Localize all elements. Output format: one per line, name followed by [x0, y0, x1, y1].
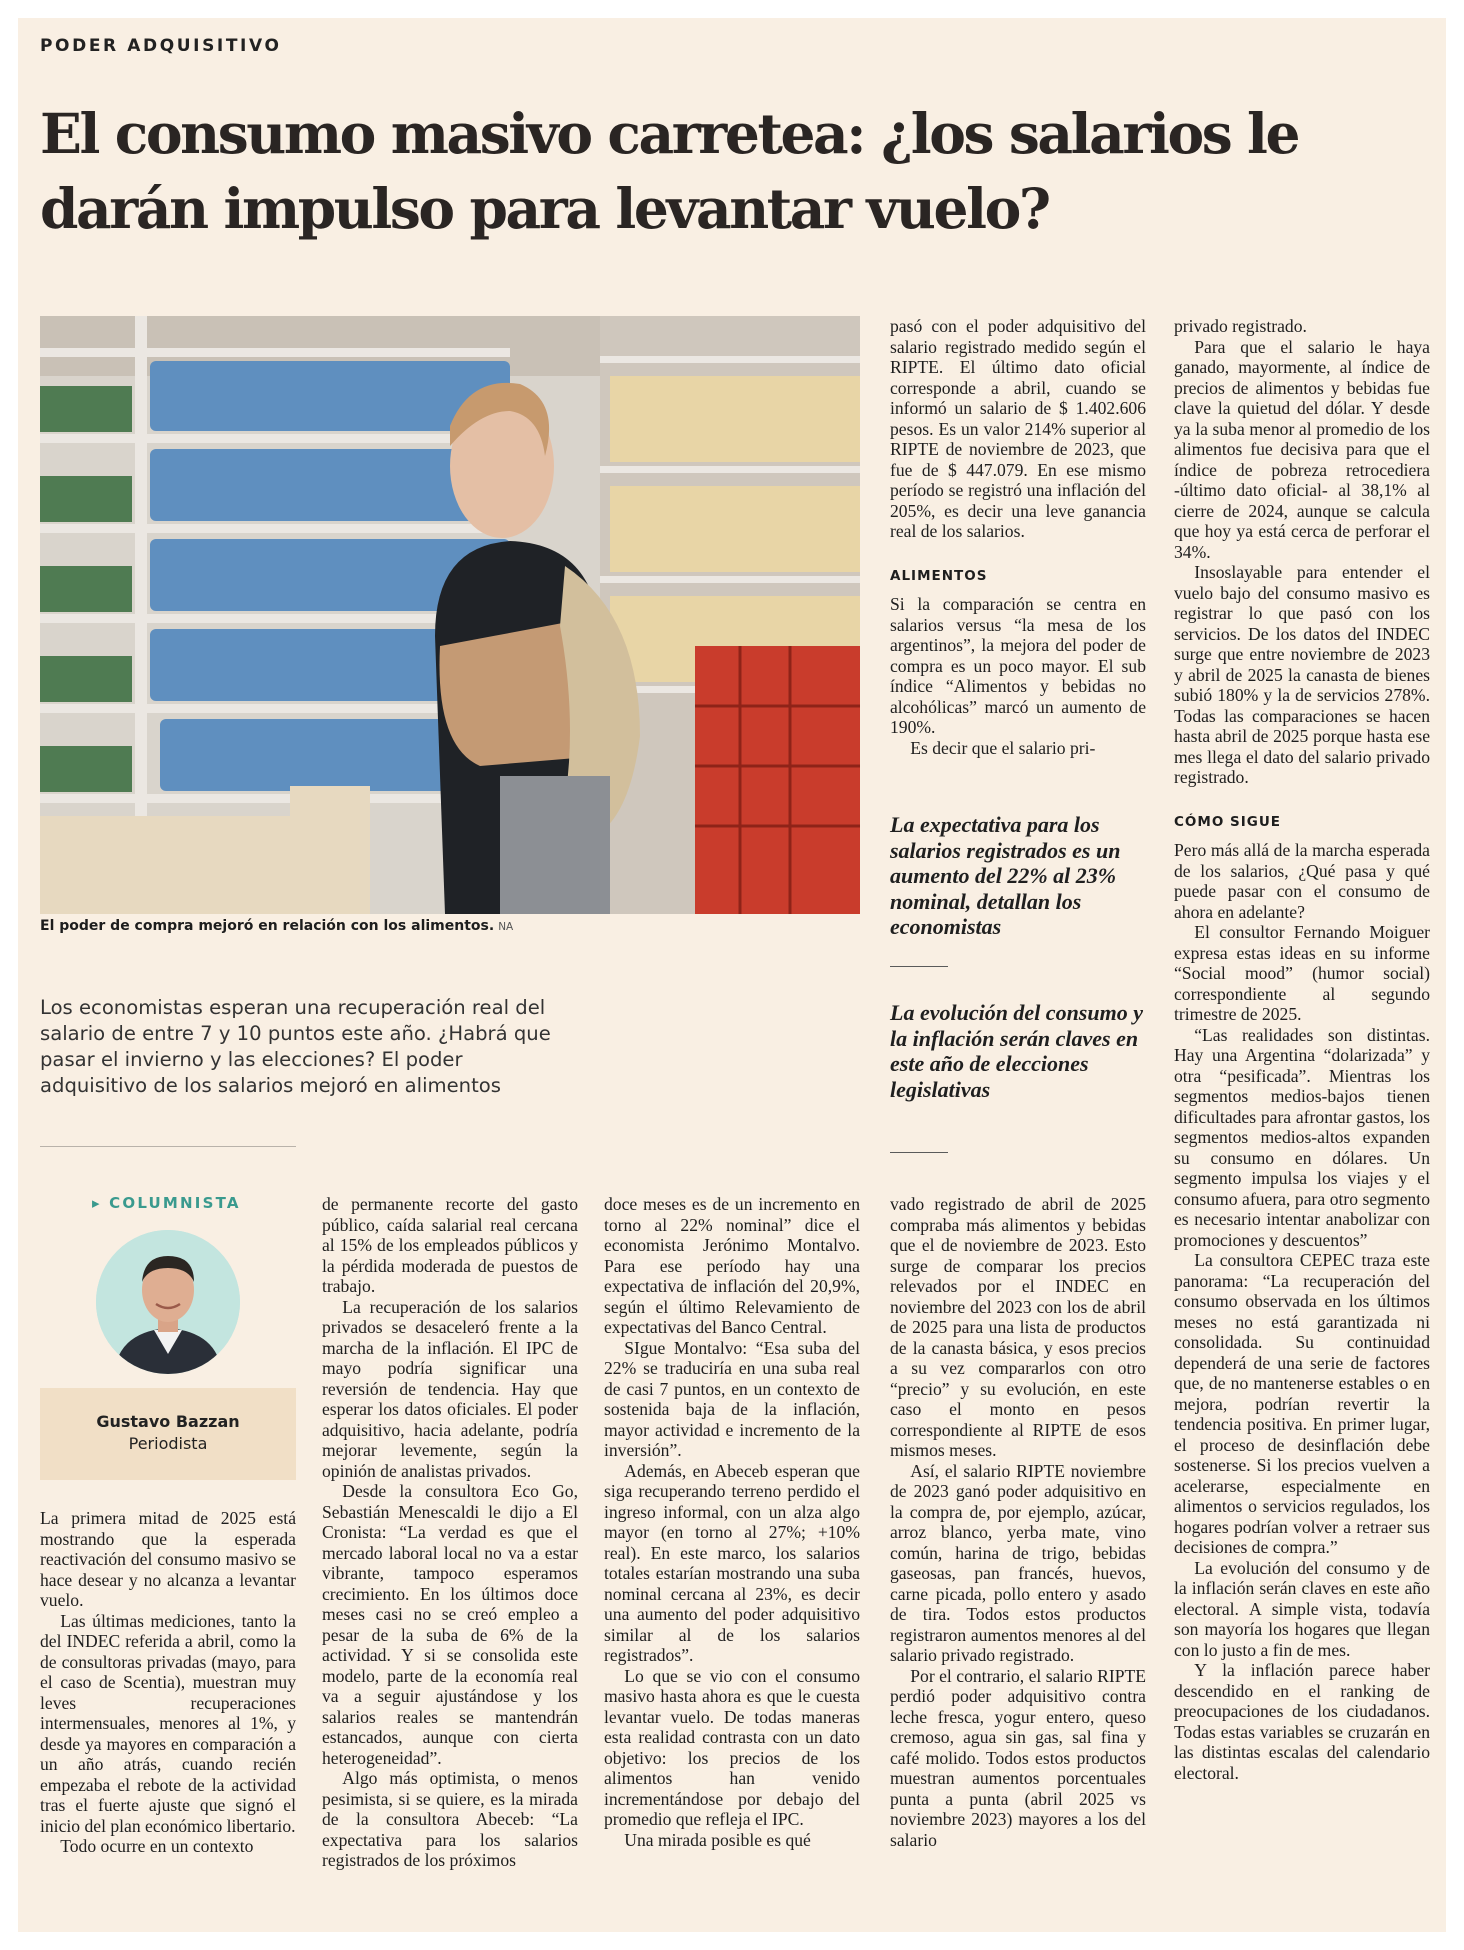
quote-divider: [890, 966, 948, 967]
caption-text: El poder de compra mejoró en relación con los alimentos.: [40, 918, 495, 934]
paragraph: Además, en Abeceb esperan que siga recuperando terreno perdido el ingreso informal, con un alza algo mayor (en torno al 27%; +10% real). En este marco, los salarios totales estarían mostrando una suba nominal cercana al 23%, es decir una aumento del poder adquisitivo similar al de los salarios registrados”.: [604, 1460, 860, 1665]
paragraph: Todo ocurre en un contexto: [60, 1836, 254, 1856]
subhead-alimentos: ALIMENTOS: [890, 567, 988, 584]
paragraph: privado registrado.: [1174, 316, 1307, 336]
paragraph: SIgue Montalvo: “Esa suba del 22% se traduciría en una suba real de casi 7 puntos, en un contexto de sostenida baja de la inflación, mayor actividad e incremento de la inversión”.: [604, 1337, 860, 1460]
columnist-label-text: COLUMNISTA: [109, 1194, 241, 1212]
paragraph: Una mirada posible es qué: [624, 1829, 811, 1850]
body-column-3: [604, 1194, 860, 1850]
paragraph: Así, el salario RIPTE noviembre de 2023 ganó poder adquisitivo en la compra de, por ejemplo, azúcar, arroz blanco, yerba mate, vino común, harina de trigo, bebidas gaseosas, pan francés, huevos, carne picada, pollo entero y asado de tira. Todos estos productos registraron aumentos menores al del salario privado registrado.: [890, 1460, 1146, 1665]
paragraph: “Las realidades son distintas. Hay una Argentina “dolarizada” y otra “pesificada”. Mientras los segmentos medios-bajos tienen dificultades para afrontar gastos, los segmentos medios-altos expanden su consumo en dólares. Un segmento impulsa los viajes y el consumo afuera, para otro segmento es necesario intentar anabolizar con promociones y descuentos”: [1174, 1024, 1430, 1250]
subhead-como-sigue: CÓMO SIGUE: [1174, 813, 1282, 830]
paragraph: vado registrado de abril de 2025 compraba más alimentos y bebidas que el de noviembre de 2023. Esto surge de comparar los precios relevados por el INDEC en noviembre del 2023 con los de abril de 2025 para una lista de productos de la canasta básica, y esos precios a su vez compararlos con otro “precio” y su evolución, en este caso el monto en pesos correspondiente al RIPTE de esos mismos meses.: [890, 1194, 1146, 1460]
paragraph: El consultor Fernando Moiguer expresa estas ideas en su informe “Social mood” (humor social) correspondiente al segundo trimestre de 2025.: [1174, 922, 1430, 1024]
author-portrait: [96, 1230, 240, 1374]
paragraph: Insoslayable para entender el vuelo bajo del consumo masivo es registrar lo que pasó con los servicios. De los datos del INDEC surge que entre noviembre de 2023 y abril de 2025 la canasta de bienes subió 180% y la de servicios 278%. Todas las comparaciones se hacen hasta abril de 2025 porque hasta ese mes llega el dato del salario privado registrado.: [1174, 562, 1430, 787]
paragraph: de permanente recorte del gasto público, caída salarial real cercana al 15% de los empleados públicos y la pérdida moderada de puestos de trabajo.: [322, 1194, 578, 1296]
photo-caption: [40, 918, 513, 934]
paragraph: Desde la consultora Eco Go, Sebastián Menescaldi le dijo a El Cronista: “La verdad es que el mercado laboral local no va a estar vibrante, tampoco esperamos crecimiento. En los últimos doce meses casi no se creó empleo a pesar de la suba de 6% de la actividad. Y si se consolida este modelo, parte de la economía real va a seguir ajustándose y los salarios reales se mantendrán estancados, aunque con cierta heterogeneidad”.: [322, 1481, 578, 1768]
paragraph: doce meses es de un incremento en torno al 22% nominal” dice el economista Jerónimo Montalvo. Para ese período hay una expectativa de inflación del 20,9%, según el último Relevamiento de expectativas del Banco Central.: [604, 1194, 860, 1337]
pull-quote-2: La evolución del consumo y la inflación serán claves en este año de elecciones legislativas: [890, 1000, 1143, 1102]
supermarket-photo: [40, 316, 860, 914]
paragraph: La recuperación de los salarios privados se desaceleró frente a la marcha de la inflación. El IPC de mayo podría significar una reversión de tendencia. Hay que esperar los datos oficiales. El poder adquisitivo, hacia adelante, podría mejorar levemente, según la opinión de analistas privados.: [322, 1296, 578, 1481]
paragraph: Las últimas mediciones, tanto la del INDEC referida a abril, como la de consultoras privadas (mayo, para el caso de Scentia), muestran muy leves recuperaciones intermensuales, menores al 1%, y desde ya mayores en comparación a un año atrás, cuando recién empezaba el rebote de la actividad tras el fuerte ajuste que signó el inicio del plan económico libertario.: [40, 1610, 296, 1836]
body-column-4-bottom: [890, 1194, 1146, 1850]
paragraph: La primera mitad de 2025 está mostrando que la esperada reactivación del consumo masivo se hace desear y no alcanza a levantar vuelo.: [40, 1508, 296, 1610]
headline: El consumo masivo carretea: ¿los salarios le darán impulso para levantar vuelo?: [40, 101, 1299, 241]
author-role: Periodista: [128, 1434, 208, 1453]
paragraph: Para que el salario le haya ganado, mayormente, al índice de precios de alimentos y bebidas fue clave la quietud del dólar. Y desde ya la suba menor al promedio de los alimentos fue decisiva para que el índice de pobreza retrocediera -último dato oficial- al 38,1% al cierre de 2024, aunque se calcula que hoy ya está cerca de perforar el 34%.: [1174, 336, 1430, 562]
body-column-1: [40, 1508, 296, 1857]
paragraph: pasó con el poder adquisitivo del salario registrado medido según el RIPTE. El último dato oficial corresponde a abril, cuando se informó un salario de $ 1.402.606 pesos. Es un valor 214% superior al RIPTE de noviembre de 2023, que fue de $ 447.079. En ese mismo período se registró una inflación del 205%, es decir una leve ganancia real de los salarios.: [890, 316, 1146, 541]
author-box: [40, 1388, 296, 1480]
section-label: PODER ADQUISITIVO: [40, 36, 282, 56]
paragraph: Si la comparación se centra en salarios versus “la mesa de los argentinos”, la mejora del poder de compra es un poco mayor. El sub índice “Alimentos y bebidas no alcohólicas” marcó un aumento de 190%.: [890, 594, 1146, 737]
divider: [40, 1146, 296, 1147]
body-column-5: [1174, 316, 1430, 1783]
quote-divider: [890, 1152, 948, 1153]
paragraph: Es decir que el salario pri-: [910, 737, 1096, 758]
body-column-4-top: [890, 316, 1146, 758]
paragraph: Y la inflación parece haber descendido en el ranking de preocupaciones de los ciudadanos. Todas estas variables se cruzarán en las distintas escalas del calendario electoral.: [1174, 1660, 1430, 1783]
author-avatar: [96, 1230, 240, 1374]
photo: [40, 316, 860, 914]
paragraph: La consultora CEPEC traza este panorama: “La recuperación del consumo observada en los últimos meses no está garantizada ni consolidada. Su continuidad dependerá de una serie de factores que, de no mantenerse estables o en mejora, podrían revertir la tendencia positiva. En primer lugar, el proceso de desinflación debe sostenerse. Si los precios vuelven a acelerarse, especialmente en alimentos o servicios regulados, los hogares podrían volver a retraer sus decisiones de compra.”: [1174, 1250, 1430, 1557]
body-column-2: [322, 1194, 578, 1871]
paragraph: Algo más optimista, o menos pesimista, si se quiere, es la mirada de la consultora Abeceb: “La expectativa para los salarios registrados de los próximos: [322, 1768, 578, 1870]
paragraph: Por el contrario, el salario RIPTE perdió poder adquisitivo contra leche fresca, yogur entero, queso cremoso, agua sin gas, sal fina y café molido. Todos estos productos muestran aumentos porcentuales punta a punta (abril 2025 vs noviembre 2023) mayores a los del salario: [890, 1665, 1146, 1850]
paragraph: Lo que se vio con el consumo masivo hasta ahora es que le cuesta levantar vuelo. De todas maneras esta realidad contrasta con un dato objetivo: los precios de los alimentos han venido incrementándose por debajo del promedio que refleja el IPC.: [604, 1665, 860, 1829]
photo-credit: NA: [498, 921, 514, 933]
subheadline: Los economistas esperan una recuperación real del salario de entre 7 y 10 puntos este año. ¿Habrá que pasar el invierno y las elecciones? El poder adquisitivo de los salarios mejoró en alimentos: [40, 996, 551, 1097]
paragraph: Pero más allá de la marcha esperada de los salarios, ¿Qué pasa y qué puede pasar con el consumo de ahora en adelante?: [1174, 840, 1430, 922]
paragraph: La evolución del consumo y de la inflación serán claves en este año electoral. A simple vista, todavía son mayoría los hogares que llegan con lo justo a fin de mes.: [1174, 1557, 1430, 1660]
author-name: Gustavo Bazzan: [96, 1412, 240, 1431]
columnist-label: ▸ COLUMNISTA: [92, 1194, 241, 1212]
pull-quote-1: La expectativa para los salarios registrados es un aumento del 22% al 23% nominal, detallan los economistas: [890, 812, 1121, 939]
